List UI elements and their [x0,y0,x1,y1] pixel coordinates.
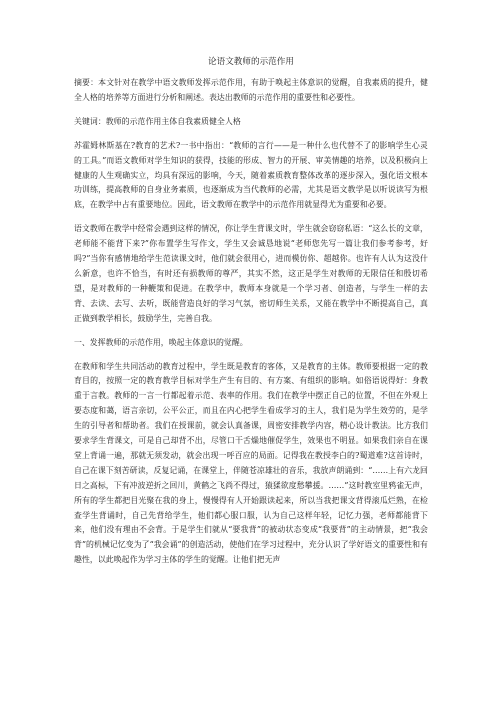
spacer [74,130,428,139]
spacer [74,213,428,222]
keywords-line: 关键词：教师的示范作用主体自我素质健全人格 [74,116,241,126]
abstract-paragraph: 摘要：本文针对在教学中语文教师发挥示范作用，有助于唤起主体意识的觉醒，自我素质的提升，健全人格的培养等方面进行分析和阐述。表达出教师的示范作用的重要性和必要性。 [74,78,428,102]
spacer [74,351,428,360]
body-paragraph-2: 语文教师在教学中经常会遇到这样的情况，你让学生背课文时，学生就会窃窃私语：“这么长的文章，老师能不能背下来?”你布置学生写作文，学生又会诚恳地说“老师您先写一篇让我们参考参考，好吗?”当你有感情地给学生范读课文时，他们就会很用心，进而模仿你、超越你。也许有人认为这没什么新意，也许不恰当，有时还有损教师的尊严，其实不然，这正是学生对教师的无限信任和殷切希望，是对教师的一种鞭策和促进。在教学中，教师本身就是一个学习者、创造者，与学生一样的去背、去读、去写、去听，既能营造良好的学习气氛，密切师生关系，又能在教学中不断提高自己，真正做到教学相长，鼓励学生，完善自我。 [74,224,428,323]
body-paragraph-3: 在教师和学生共同活动的教育过程中，学生既是教育的客体，又是教育的主体。教师要根据一定的教育目的，按照一定的教育教学目标对学生产生有目的、有方案、有组织的影响。如俗语说得好：身教重于言教。教师的一言一行都起着示范、表率的作用。我们在教学中摆正自己的位置，不但在外观上要态度和蔼，语言亲切，公平公正，而且在内心把学生看成学习的主人，我们是为学生效劳的，是学生的引导者和帮助者。我们在授课前，就会认真备课，周密安排教学内容，精心设计教法。比方我们要求学生背课文，可是自己却背不出，尽管口干舌燥地催促学生，效果也不明显。如果我们亲自在课堂上背诵一遍，那就无须发动，就会出现一呼百应的局面。记得我在教授李白的?蜀道难?这首诗时，自己在课下刻苦研读，反复记诵，在课堂上，伴随苍凉雄壮的音乐，我放声朗诵到：“……上有六龙回日之高标，下有冲波逆折之回川，黄鹤之飞尚不得过，猿猱欲度愁攀援。……”这时教室里鸦雀无声，所有的学生都把目光聚在我的身上，慢慢得有人开始跟读起来，所以当我把课文背得滚瓜烂熟，在检查学生背诵时，自己先背给学生，他们都心服口服，认为自己这样年轻，记忆力强，老师都能背下来，他们没有理由不会背。于是学生们就从“要我背”的被动状态变成“我要背”的主动情景，把“我会背”的机械记忆变为了“我会诵”的创造活动，使他们在学习过程中，充分认识了学好语文的重要性和有趣性，以此唤起作为学习主体的学生的觉醒。让他们把无声 [74,361,428,565]
section-heading: 一、发挥教师的示范作用，唤起主体意识的觉醒。 [74,337,248,347]
body-paragraph-1: 苏霍姆林斯基在?教育的艺术?一书中指出：“教师的言行——是一种什么也代替不了的影响学生心灵的工具。”而语文教师对学生知识的获得，技能的形成、智力的开展、审美情趣的培养，以及积极向上健康的人生观确实立，均具有深远的影响，今天，随着素质教育整体改革的逐步深入，强化语文根本功训练，提高教师的自身业务素质，也逐渐成为当代教师的必需，尤其是语文教学是以听说读写为根底，在教学中占有重要地位。因此，语文教师在教学中的示范作用就显得尤为重要和必要。 [74,140,428,210]
spacer [74,106,428,115]
document-title: 论语文教师的示范作用 [208,57,294,67]
spacer [74,327,428,336]
